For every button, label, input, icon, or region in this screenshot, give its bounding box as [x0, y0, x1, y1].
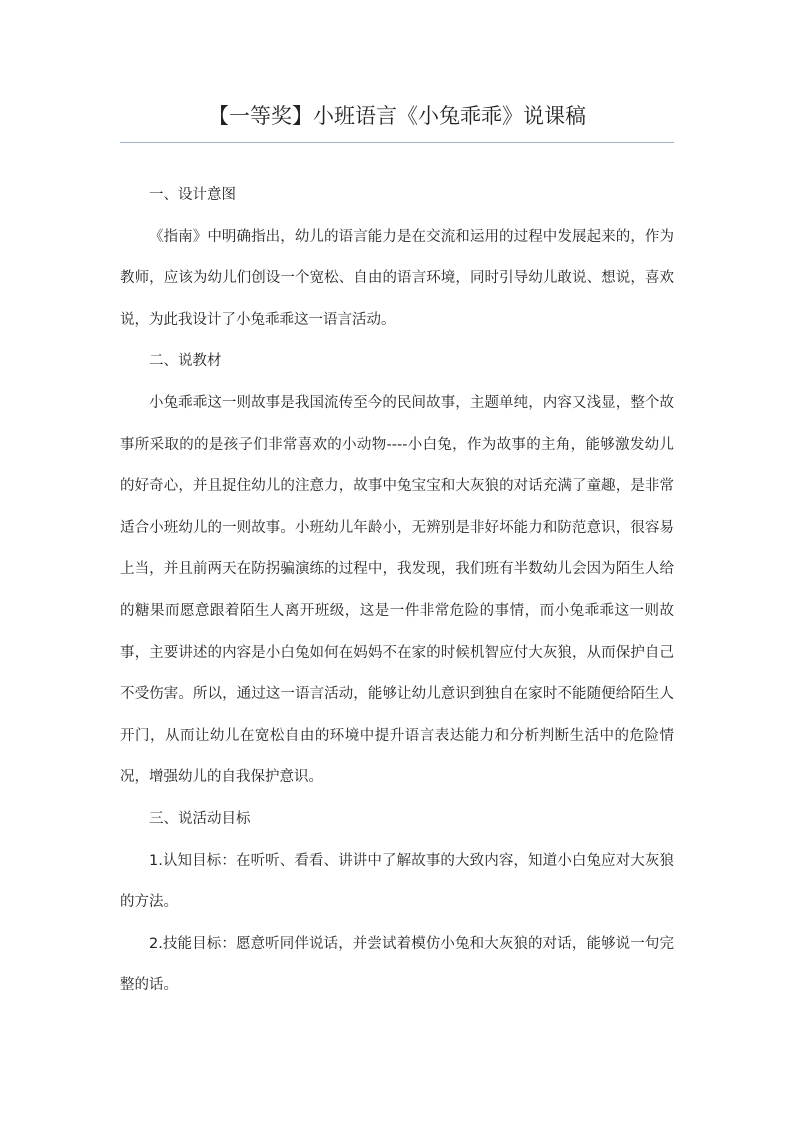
paragraph-teaching-material: 小兔乖乖这一则故事是我国流传至今的民间故事，主题单纯，内容又浅显，整个故事所采取的的是孩子们非常喜欢的小动物----小白兔，作为故事的主角，能够激发幼儿的好奇心，并且捉住幼儿的注意力，故事中兔宝宝和大灰狼的对话充满了童趣，是非常适合小班幼儿的一则故事。小班幼儿年龄小，无辨别是非好坏能力和防范意识，很容易上当，并且前两天在防拐骗演练的过程中，我发现，我们班有半数幼儿会因为陌生人给的糖果而愿意跟着陌生人离开班级，这是一件非常危险的事情，而小兔乖乖这一则故事，主要讲述的内容是小白兔如何在妈妈不在家的时候机智应付大灰狼，从而保护自己不受伤害。所以，通过这一语言活动，能够让幼儿意识到独自在家时不能随便给陌生人开门，从而让幼儿在宽松自由的环境中提升语言表达能力和分析判断生活中的危险情况，增强幼儿的自我保护意识。 [120, 394, 674, 786]
document-body [120, 175, 674, 1007]
section-heading-design-intent: 一、设计意图 [149, 187, 236, 203]
page-title: 【一等奖】小班语言《小兔乖乖》说课稿 [208, 104, 586, 128]
section-heading-activity-goals: 三、说活动目标 [149, 810, 251, 827]
title-divider [120, 142, 674, 143]
paragraph-goal-cognitive: 1.认知目标：在听听、看看、讲讲中了解故事的大致内容，知道小白兔应对大灰狼的方法。 [120, 852, 674, 911]
paragraph-goal-skill: 2.技能目标：愿意听同伴说话，并尝试着模仿小兔和大灰狼的对话，能够说一句完整的话。 [120, 935, 674, 994]
paragraph-design-intent: 《指南》中明确指出，幼儿的语言能力是在交流和运用的过程中发展起来的，作为教师，应该为幼儿们创设一个宽松、自由的语言环境，同时引导幼儿敢说、想说，喜欢说，为此我设计了小兔乖乖这一语言活动。 [120, 228, 674, 328]
section-heading-teaching-material: 二、说教材 [149, 353, 222, 370]
